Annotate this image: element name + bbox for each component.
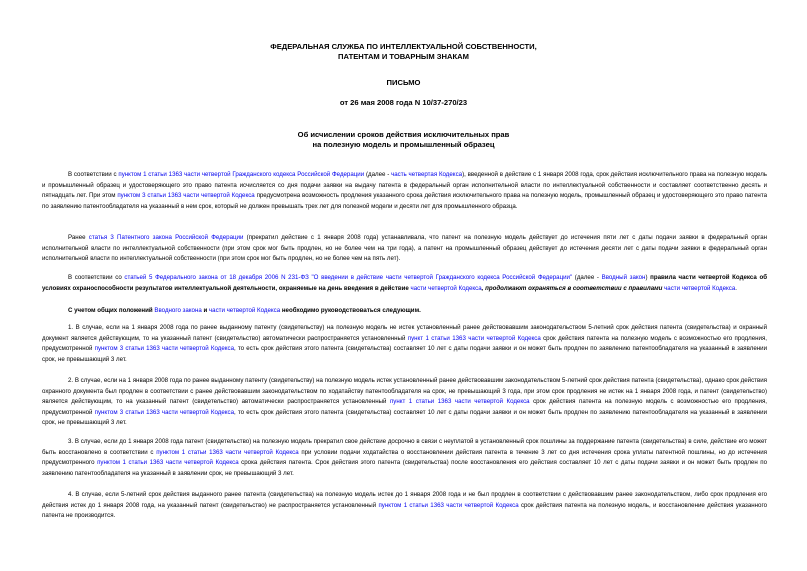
p6-text-1: 2. В случае, если на 1 января 2008 года по ранее выданному патенту (свидетельству) на полезную модель истек установленный ранее действовавшим законодательством 5-летний срок действия патента (свидетельства), однако срок действия охранного документа был продлен в соответствии с ранее действовавшим законодательством по ходатайству патентообладателя на срок, не превышающий 3 года, при этом срок продления не истек на 1 января 2008 года, и патент (свидетельство) является действующим, то на указанный патент (свидетельство) автоматически распространяется установленный (42, 377, 767, 406)
p7-text-1: 3. В случае, если до 1 января 2008 года патент (свидетельство) на полезную модель прекратил свое действие досрочно в связи с неуплатой в установленный срок пошлины за поддержание патента (свидетельства) в силе, действие его может быть восстановлено в соответствии с (42, 438, 767, 456)
p7-text-2: при условии подачи ходатайства о восстановлении действия патента в течение 3 лет со дня истечения срока уплаты патентной пошлины, но до истечения предусмотренного (42, 448, 767, 467)
p4-bold-1: С учетом общих положений (68, 307, 155, 314)
p5-text-3: , то есть срок действия этого патента (свидетельства) составляет 10 лет с даты подачи заявки и он может быть продлен по заявлению патентообладателя на указанный в заявлении срок, не превышающий 3 лет. (42, 345, 767, 363)
p1-text-1: В соответствии с (68, 171, 119, 178)
link-intro-law-2[interactable]: Вводного закона (154, 307, 202, 314)
link-patent-law-3[interactable]: статья 3 Патентного закона Российской Федерации (88, 234, 244, 241)
link-gk-1363-1[interactable]: пунктом 1 статьи 1363 части четвертой Гражданского кодекса Российской Федерации (118, 171, 365, 178)
link-1363-1-c[interactable]: пунктом 1 статьи 1363 части четвертой Кодекса (156, 448, 299, 456)
link-1363-1-b[interactable]: пункт 1 статьи 1363 части четвертой Кодекса (389, 398, 530, 406)
link-part-four-4[interactable]: части четвертой Кодекса (208, 307, 281, 314)
agency-line-1: ФЕДЕРАЛЬНАЯ СЛУЖБА ПО ИНТЕЛЛЕКТУАЛЬНОЙ СОБСТВЕННОСТИ, (270, 42, 537, 51)
p3-bold-1: правила части четвертой Кодекса об условиях охраноспособности результатов интеллектуальной деятельности, охраняемые на день введения в действие (42, 274, 767, 292)
link-1363-1-e[interactable]: пунктом 1 статьи 1363 части четвертой Кодекса (378, 501, 519, 509)
paragraph-3 (42, 273, 767, 294)
link-intro-law[interactable]: Вводный закон (601, 274, 646, 281)
p3-bold-2: , продолжают охраняться в соответствии с правилами (481, 284, 665, 292)
p5-text-2: срок действия патента на полезную модель с возможностью его продления, предусмотренной (42, 334, 767, 353)
p3-text-1: В соответствии со (68, 274, 125, 281)
agency-line-2: ПАТЕНТАМ И ТОВАРНЫМ ЗНАКАМ (338, 52, 469, 61)
subject-line-1: Об исчислении сроков действия исключительных прав (297, 130, 510, 139)
p4-bold-3: необходимо руководствоваться следующим. (280, 307, 421, 314)
p3-text-3: ) (645, 274, 651, 281)
p5-text-1: 1. В случае, если на 1 января 2008 года по ранее выданному патенту (свидетельству) на полезную модель не истек установленный ранее действовавшим законодательством 5-летний срок действия патента (свидетельства) и охранный документ является действующим, то на указанный патент (свидетельство) автоматически распространяется установленный (42, 324, 767, 342)
subject-line-2: на полезную модель и промышленный образец (312, 140, 495, 149)
paragraph-7 (42, 437, 767, 479)
link-fz-231[interactable]: статьей 5 Федерального закона от 18 декабря 2006 N 231-ФЗ "О введении в действие части четвертой Гражданского кодекса Российской Федерации" (124, 274, 573, 281)
doc-date: от 26 мая 2008 года N 10/37-270/23 (339, 98, 468, 107)
p1-text-3: ), введенной в действие с 1 января 2008 года, срок действия исключительного права на полезную модель и промышленный образец и удостоверяющего это право патента исчисляется со дня подачи заявки на выдачу патента в федеральный орган исполнительной власти по интеллектуальной собственности и составляет соответственно десять и пятнадцать лет. При этом (42, 171, 767, 200)
paragraph-6 (42, 376, 767, 429)
link-part-four-2[interactable]: части четвертой Кодекса (410, 284, 482, 292)
link-1363-3-a[interactable]: пунктом 3 статьи 1363 части четвертой Кодекса (94, 345, 235, 353)
p4-bold-2: и (201, 307, 209, 314)
p6-text-2: срок действия патента на полезную модель с возможностью его продления, предусмотренной (42, 398, 767, 416)
p2-text-1: Ранее (68, 234, 89, 241)
p7-text-3: срока действия патента. Срок действия этого патента (свидетельства) после восстановления его действия составляет 10 лет с даты подачи заявки и он может быть продлен по заявлению патентообладателя на указанный в заявлении срок, не превышающий 3 лет. (42, 459, 767, 477)
p1-text-4: предусмотрена возможность продления указанного срока действия исключительного права на полезную модель, промышленный образец и удостоверяющего это право патента по заявлению патентообладателя на указанный в нем срок, который не должен превышать трех лет для полезной модели и десяти лет для промышленного образца. (42, 192, 767, 210)
paragraph-2 (42, 233, 767, 265)
p2-text-2: (прекратил действие с 1 января 2008 года) устанавливала, что патент на полезную модель действует до истечения пяти лет с даты подачи заявки в федеральный орган исполнительной власти по интеллектуальной собственности (при этом срок мог быть продлен, но не более чем на три года), а патент на промышленный образец действует до истечения десяти лет с даты подачи заявки в федеральный орган исполнительной власти по интеллектуальной собственности (при этом срок мог быть продлен, но не более чем на пять лет). (42, 234, 768, 263)
link-gk-1363-3[interactable]: пунктом 3 статьи 1363 части четвертой Кодекса (117, 192, 255, 200)
p8-text-2: срок действия патента на полезную модель, и восстановление действия указанного патента не производится. (42, 501, 767, 520)
doc-subject (0, 130, 807, 150)
doc-type: ПИСЬМО (386, 78, 421, 87)
p6-text-3: , то есть срок действия этого патента (свидетельства) составляет 10 лет с даты подачи заявки и он может быть продлен по заявлению патентообладателя на указанный в заявлении срок, не превышающий 3 лет. (42, 408, 767, 427)
paragraph-1 (42, 170, 767, 212)
p8-text-1: 4. В случае, если 5-летний срок действия выданного ранее патента (свидетельства) на полезную модель истек до 1 января 2008 года и не был продлен в соответствии с действовавшим ранее законодательством, либо срок продления его действия истек до 1 января 2008 года, на указанный патент (свидетельство) не распространяется установленный (42, 491, 767, 509)
link-part-four[interactable]: часть четвертая Кодекса (391, 171, 463, 178)
agency-title (0, 42, 807, 62)
link-part-four-3[interactable]: части четвертой Кодекса (664, 284, 736, 292)
link-1363-1-a[interactable]: пункт 1 статьи 1363 части четвертой Кодекса (407, 334, 541, 342)
p3-text-2: (далее - (572, 274, 602, 281)
paragraph-5 (42, 323, 767, 365)
p1-text-2: (далее - (364, 171, 392, 178)
link-1363-3-b[interactable]: пунктом 3 статьи 1363 части четвертой Кодекса (94, 408, 235, 416)
paragraph-8 (42, 490, 767, 522)
link-1363-1-d[interactable]: пунктом 1 статьи 1363 части четвертой Кодекса (97, 459, 239, 467)
p3-text-4: . (735, 284, 737, 292)
paragraph-4 (42, 306, 767, 317)
